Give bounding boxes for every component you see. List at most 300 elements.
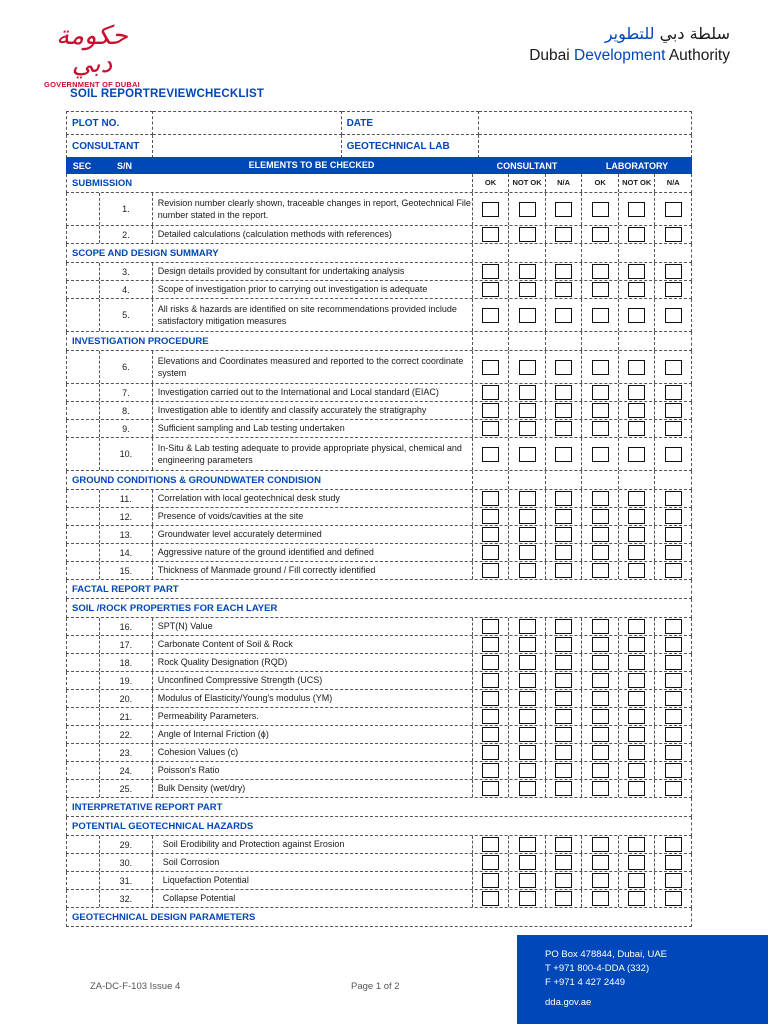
dda-arabic-part-a: سلطة دبي <box>659 24 730 43</box>
sec-cell <box>67 672 99 689</box>
lab-ok-checkbox[interactable] <box>592 308 609 323</box>
consultant-ok-checkbox[interactable] <box>482 891 499 906</box>
lab-na-cell <box>654 672 691 689</box>
consultant-na-checkbox[interactable] <box>555 491 572 506</box>
consultant-ok-checkbox[interactable] <box>482 563 499 578</box>
lab-not-ok-checkbox[interactable] <box>628 745 645 760</box>
consultant-not-ok-checkbox[interactable] <box>519 855 536 870</box>
lab-not-ok-checkbox[interactable] <box>628 360 645 375</box>
consultant-na-checkbox[interactable] <box>555 691 572 706</box>
sec-cell <box>67 636 99 653</box>
lab-na-cell <box>654 562 691 579</box>
consultant-not-ok-checkbox[interactable] <box>519 491 536 506</box>
consultant-not-ok-checkbox[interactable] <box>519 745 536 760</box>
lab-not-ok-checkbox[interactable] <box>628 891 645 906</box>
lab-na-checkbox[interactable] <box>665 360 682 375</box>
item-number: 25. <box>99 780 152 797</box>
lab-na-checkbox[interactable] <box>665 619 682 634</box>
lab-not-ok-cell <box>618 854 655 871</box>
consultant-not-ok-checkbox[interactable] <box>519 447 536 462</box>
consultant-not-ok-checkbox[interactable] <box>519 385 536 400</box>
consultant-ok-checkbox[interactable] <box>482 855 499 870</box>
item-number: 24. <box>99 762 152 779</box>
lab-not-ok-checkbox[interactable] <box>628 727 645 742</box>
empty-cell <box>472 244 509 262</box>
lab-ok-checkbox[interactable] <box>592 360 609 375</box>
checklist-item-row <box>66 836 692 854</box>
lab-not-ok-cell <box>618 636 655 653</box>
item-description: Angle of Internal Friction (ϕ) <box>152 726 472 743</box>
lab-not-ok-checkbox[interactable] <box>628 264 645 279</box>
lab-ok-checkbox[interactable] <box>592 491 609 506</box>
lab-ok-checkbox[interactable] <box>592 837 609 852</box>
empty-cell <box>654 332 691 350</box>
consultant-ok-checkbox[interactable] <box>482 745 499 760</box>
lab-na-checkbox[interactable] <box>665 691 682 706</box>
consultant-na-checkbox[interactable] <box>555 527 572 542</box>
consultant-ok-cell <box>472 420 509 437</box>
checklist-item-row <box>66 854 692 872</box>
consultant-na-checkbox[interactable] <box>555 447 572 462</box>
consultant-not-ok-checkbox[interactable] <box>519 202 536 217</box>
consultant-ok-checkbox[interactable] <box>482 837 499 852</box>
consultant-ok-checkbox[interactable] <box>482 673 499 688</box>
lab-not-ok-cell <box>618 263 655 280</box>
lab-not-ok-cell <box>618 872 655 889</box>
section-row <box>66 471 692 490</box>
lab-na-checkbox[interactable] <box>665 673 682 688</box>
lab-ok-checkbox[interactable] <box>592 619 609 634</box>
consultant-not-ok-checkbox[interactable] <box>519 509 536 524</box>
empty-cell <box>472 332 509 350</box>
consultant-not-ok-checkbox[interactable] <box>519 763 536 778</box>
lab-not-ok-cell <box>618 744 655 761</box>
item-number: 29. <box>99 836 152 853</box>
lab-na-checkbox[interactable] <box>665 855 682 870</box>
lab-not-ok-checkbox[interactable] <box>628 763 645 778</box>
geotechnical-lab-label: GEOTECHNICAL LAB <box>341 135 479 158</box>
consultant-not-ok-checkbox[interactable] <box>519 403 536 418</box>
consultant-field[interactable] <box>152 135 341 158</box>
lab-na-checkbox[interactable] <box>665 527 682 542</box>
consultant-ok-checkbox[interactable] <box>482 727 499 742</box>
lab-not-ok-cell <box>618 562 655 579</box>
empty-cell <box>618 244 655 262</box>
consultant-ok-checkbox[interactable] <box>482 447 499 462</box>
lab-na-cell <box>654 690 691 707</box>
item-description: Unconfined Compressive Strength (UCS) <box>152 672 472 689</box>
lab-not-ok-checkbox[interactable] <box>628 527 645 542</box>
info-table <box>66 111 692 158</box>
lab-ok-checkbox[interactable] <box>592 763 609 778</box>
lab-na-cell <box>654 726 691 743</box>
empty-cell <box>472 471 509 489</box>
lab-not-ok-checkbox[interactable] <box>628 282 645 297</box>
lab-not-ok-checkbox[interactable] <box>628 227 645 242</box>
dda-logo <box>490 24 730 65</box>
consultant-na-checkbox[interactable] <box>555 403 572 418</box>
consultant-ok-cell <box>472 890 509 907</box>
consultant-na-cell <box>545 544 582 561</box>
consultant-na-checkbox[interactable] <box>555 282 572 297</box>
lab-not-ok-checkbox[interactable] <box>628 673 645 688</box>
item-number: 6. <box>99 351 152 383</box>
consultant-na-checkbox[interactable] <box>555 563 572 578</box>
lab-ok-cell <box>581 226 618 243</box>
item-description: Soil Erodibility and Protection against Erosion <box>152 836 472 853</box>
consultant-not-ok-checkbox[interactable] <box>519 727 536 742</box>
consultant-na-checkbox[interactable] <box>555 227 572 242</box>
lab-not-ok-checkbox[interactable] <box>628 691 645 706</box>
lab-not-ok-checkbox[interactable] <box>628 202 645 217</box>
lab-ok-checkbox[interactable] <box>592 403 609 418</box>
lab-not-ok-checkbox[interactable] <box>628 709 645 724</box>
lab-na-cell <box>654 762 691 779</box>
consultant-not-ok-cell <box>508 508 545 525</box>
lab-na-checkbox[interactable] <box>665 727 682 742</box>
sec-cell <box>67 836 99 853</box>
sn-column-header: S/N <box>116 160 132 171</box>
consultant-not-ok-checkbox[interactable] <box>519 619 536 634</box>
section-title: GEOTECHNICAL DESIGN PARAMETERS <box>72 911 256 923</box>
consultant-na-checkbox[interactable] <box>555 745 572 760</box>
consultant-na-checkbox[interactable] <box>555 709 572 724</box>
na-subheader: N/A <box>545 174 582 192</box>
lab-not-ok-cell <box>618 384 655 401</box>
consultant-ok-checkbox[interactable] <box>482 202 499 217</box>
lab-na-checkbox[interactable] <box>665 891 682 906</box>
consultant-na-checkbox[interactable] <box>555 873 572 888</box>
consultant-not-ok-checkbox[interactable] <box>519 837 536 852</box>
lab-na-checkbox[interactable] <box>665 385 682 400</box>
lab-na-checkbox[interactable] <box>665 655 682 670</box>
lab-ok-cell <box>581 836 618 853</box>
lab-not-ok-checkbox[interactable] <box>628 637 645 652</box>
lab-ok-cell <box>581 780 618 797</box>
item-number: 1. <box>99 193 152 225</box>
lab-ok-checkbox[interactable] <box>592 545 609 560</box>
lab-ok-checkbox[interactable] <box>592 873 609 888</box>
consultant-na-cell <box>545 351 582 383</box>
consultant-not-ok-checkbox[interactable] <box>519 264 536 279</box>
item-number: 17. <box>99 636 152 653</box>
consultant-ok-checkbox[interactable] <box>482 385 499 400</box>
checklist-item-row <box>66 726 692 744</box>
lab-ok-checkbox[interactable] <box>592 202 609 217</box>
ok-subheader: OK <box>472 174 509 192</box>
lab-ok-checkbox[interactable] <box>592 673 609 688</box>
lab-not-ok-checkbox[interactable] <box>628 447 645 462</box>
empty-cell <box>654 471 691 489</box>
consultant-na-cell <box>545 562 582 579</box>
lab-ok-checkbox[interactable] <box>592 447 609 462</box>
item-number: 10. <box>99 438 152 470</box>
consultant-na-checkbox[interactable] <box>555 673 572 688</box>
checklist-item-row <box>66 526 692 544</box>
plot-no-field[interactable] <box>152 112 341 135</box>
consultant-na-checkbox[interactable] <box>555 202 572 217</box>
website-link[interactable]: dda.gov.ae <box>545 997 592 1008</box>
consultant-na-checkbox[interactable] <box>555 727 572 742</box>
consultant-na-checkbox[interactable] <box>555 509 572 524</box>
consultant-ok-checkbox[interactable] <box>482 545 499 560</box>
lab-na-checkbox[interactable] <box>665 491 682 506</box>
consultant-not-ok-checkbox[interactable] <box>519 563 536 578</box>
item-number: 5. <box>99 299 152 331</box>
consultant-na-checkbox[interactable] <box>555 855 572 870</box>
consultant-not-ok-checkbox[interactable] <box>519 545 536 560</box>
consultant-na-checkbox[interactable] <box>555 264 572 279</box>
consultant-group-header: CONSULTANT <box>496 160 558 171</box>
lab-not-ok-cell <box>618 490 655 507</box>
checklist-item-row <box>66 872 692 890</box>
empty-cell <box>581 471 618 489</box>
consultant-not-ok-checkbox[interactable] <box>519 308 536 323</box>
item-number: 4. <box>99 281 152 298</box>
checklist-table <box>66 157 692 927</box>
lab-ok-cell <box>581 762 618 779</box>
item-number: 20. <box>99 690 152 707</box>
checklist-item-row <box>66 654 692 672</box>
lab-na-checkbox[interactable] <box>665 637 682 652</box>
consultant-na-cell <box>545 420 582 437</box>
consultant-not-ok-checkbox[interactable] <box>519 691 536 706</box>
item-number: 14. <box>99 544 152 561</box>
lab-ok-checkbox[interactable] <box>592 563 609 578</box>
consultant-ok-checkbox[interactable] <box>482 637 499 652</box>
consultant-na-cell <box>545 526 582 543</box>
consultant-not-ok-checkbox[interactable] <box>519 282 536 297</box>
lab-na-checkbox[interactable] <box>665 545 682 560</box>
lab-na-checkbox[interactable] <box>665 745 682 760</box>
lab-ok-checkbox[interactable] <box>592 264 609 279</box>
gov-logo-text: GOVERNMENT OF DUBAI <box>44 80 140 89</box>
consultant-na-checkbox[interactable] <box>555 545 572 560</box>
sec-cell <box>67 744 99 761</box>
consultant-not-ok-cell <box>508 193 545 225</box>
item-description: Presence of voids/cavities at the site <box>152 508 472 525</box>
consultant-not-ok-cell <box>508 299 545 331</box>
lab-ok-checkbox[interactable] <box>592 855 609 870</box>
consultant-ok-checkbox[interactable] <box>482 763 499 778</box>
lab-na-cell <box>654 438 691 470</box>
consultant-na-cell <box>545 438 582 470</box>
lab-not-ok-checkbox[interactable] <box>628 403 645 418</box>
lab-ok-checkbox[interactable] <box>592 385 609 400</box>
consultant-ok-checkbox[interactable] <box>482 264 499 279</box>
lab-na-checkbox[interactable] <box>665 447 682 462</box>
consultant-not-ok-cell <box>508 708 545 725</box>
consultant-not-ok-checkbox[interactable] <box>519 709 536 724</box>
lab-ok-cell <box>581 263 618 280</box>
na-subheader: N/A <box>654 174 691 192</box>
lab-not-ok-checkbox[interactable] <box>628 509 645 524</box>
section-row <box>66 798 692 817</box>
consultant-ok-checkbox[interactable] <box>482 403 499 418</box>
consultant-not-ok-checkbox[interactable] <box>519 227 536 242</box>
lab-na-cell <box>654 854 691 871</box>
section-title: INVESTIGATION PROCEDURE <box>72 335 209 347</box>
lab-na-checkbox[interactable] <box>665 509 682 524</box>
consultant-not-ok-checkbox[interactable] <box>519 655 536 670</box>
lab-ok-cell <box>581 299 618 331</box>
item-description: Investigation able to identify and classify accurately the stratigraphy <box>152 402 472 419</box>
item-description: Investigation carried out to the International and Local standard (EIAC) <box>152 384 472 401</box>
lab-na-cell <box>654 890 691 907</box>
lab-ok-checkbox[interactable] <box>592 781 609 796</box>
lab-ok-checkbox[interactable] <box>592 509 609 524</box>
consultant-not-ok-cell <box>508 654 545 671</box>
consultant-not-ok-checkbox[interactable] <box>519 873 536 888</box>
sec-cell <box>67 726 99 743</box>
lab-ok-checkbox[interactable] <box>592 282 609 297</box>
consultant-na-checkbox[interactable] <box>555 619 572 634</box>
checklist-item-row <box>66 226 692 244</box>
consultant-ok-checkbox[interactable] <box>482 509 499 524</box>
empty-cell <box>581 332 618 350</box>
lab-na-checkbox[interactable] <box>665 282 682 297</box>
item-description: Permeability Parameters. <box>152 708 472 725</box>
consultant-ok-checkbox[interactable] <box>482 655 499 670</box>
lab-na-checkbox[interactable] <box>665 421 682 436</box>
lab-na-checkbox[interactable] <box>665 873 682 888</box>
consultant-not-ok-checkbox[interactable] <box>519 360 536 375</box>
item-description: Aggressive nature of the ground identified and defined <box>152 544 472 561</box>
consultant-na-cell <box>545 672 582 689</box>
lab-not-ok-checkbox[interactable] <box>628 491 645 506</box>
consultant-na-checkbox[interactable] <box>555 421 572 436</box>
consultant-ok-checkbox[interactable] <box>482 619 499 634</box>
lab-not-ok-checkbox[interactable] <box>628 545 645 560</box>
consultant-not-ok-checkbox[interactable] <box>519 637 536 652</box>
consultant-not-ok-checkbox[interactable] <box>519 781 536 796</box>
lab-ok-checkbox[interactable] <box>592 227 609 242</box>
lab-na-cell <box>654 193 691 225</box>
lab-not-ok-checkbox[interactable] <box>628 563 645 578</box>
lab-ok-checkbox[interactable] <box>592 637 609 652</box>
lab-ok-cell <box>581 526 618 543</box>
lab-na-checkbox[interactable] <box>665 563 682 578</box>
consultant-na-checkbox[interactable] <box>555 837 572 852</box>
item-number: 11. <box>99 490 152 507</box>
consultant-na-checkbox[interactable] <box>555 308 572 323</box>
lab-not-ok-checkbox[interactable] <box>628 421 645 436</box>
sec-cell <box>67 263 99 280</box>
consultant-ok-checkbox[interactable] <box>482 308 499 323</box>
consultant-na-checkbox[interactable] <box>555 385 572 400</box>
lab-ok-checkbox[interactable] <box>592 709 609 724</box>
consultant-ok-cell <box>472 299 509 331</box>
lab-not-ok-checkbox[interactable] <box>628 855 645 870</box>
item-number: 32. <box>99 890 152 907</box>
consultant-ok-cell <box>472 690 509 707</box>
consultant-not-ok-cell <box>508 544 545 561</box>
consultant-ok-checkbox[interactable] <box>482 709 499 724</box>
lab-na-checkbox[interactable] <box>665 403 682 418</box>
consultant-na-checkbox[interactable] <box>555 891 572 906</box>
sec-cell <box>67 708 99 725</box>
lab-ok-cell <box>581 384 618 401</box>
lab-ok-checkbox[interactable] <box>592 691 609 706</box>
consultant-na-checkbox[interactable] <box>555 637 572 652</box>
section-row <box>66 599 692 618</box>
lab-not-ok-checkbox[interactable] <box>628 781 645 796</box>
lab-na-checkbox[interactable] <box>665 202 682 217</box>
date-field[interactable] <box>479 112 692 135</box>
consultant-ok-checkbox[interactable] <box>482 360 499 375</box>
lab-na-cell <box>654 508 691 525</box>
consultant-not-ok-checkbox[interactable] <box>519 421 536 436</box>
checklist-item-row <box>66 508 692 526</box>
consultant-ok-checkbox[interactable] <box>482 691 499 706</box>
consultant-na-cell <box>545 744 582 761</box>
lab-not-ok-checkbox[interactable] <box>628 619 645 634</box>
item-number: 7. <box>99 384 152 401</box>
consultant-ok-cell <box>472 193 509 225</box>
lab-na-checkbox[interactable] <box>665 264 682 279</box>
consultant-na-checkbox[interactable] <box>555 360 572 375</box>
lab-na-checkbox[interactable] <box>665 781 682 796</box>
lab-not-ok-checkbox[interactable] <box>628 873 645 888</box>
consultant-not-ok-checkbox[interactable] <box>519 527 536 542</box>
lab-ok-checkbox[interactable] <box>592 527 609 542</box>
lab-ok-checkbox[interactable] <box>592 891 609 906</box>
consultant-not-ok-cell <box>508 636 545 653</box>
consultant-ok-checkbox[interactable] <box>482 227 499 242</box>
lab-na-checkbox[interactable] <box>665 763 682 778</box>
consultant-na-cell <box>545 490 582 507</box>
consultant-ok-checkbox[interactable] <box>482 873 499 888</box>
checklist-item-row <box>66 490 692 508</box>
lab-ok-checkbox[interactable] <box>592 727 609 742</box>
item-description: Soil Corrosion <box>152 854 472 871</box>
consultant-ok-checkbox[interactable] <box>482 282 499 297</box>
lab-not-ok-checkbox[interactable] <box>628 837 645 852</box>
consultant-not-ok-checkbox[interactable] <box>519 891 536 906</box>
lab-na-checkbox[interactable] <box>665 837 682 852</box>
gov-logo-arabic: حكومة دبي <box>56 21 128 79</box>
consultant-ok-checkbox[interactable] <box>482 527 499 542</box>
lab-na-checkbox[interactable] <box>665 308 682 323</box>
lab-ok-checkbox[interactable] <box>592 655 609 670</box>
consultant-ok-cell <box>472 654 509 671</box>
consultant-ok-checkbox[interactable] <box>482 491 499 506</box>
consultant-ok-checkbox[interactable] <box>482 781 499 796</box>
item-number: 30. <box>99 854 152 871</box>
lab-not-ok-checkbox[interactable] <box>628 385 645 400</box>
consultant-not-ok-checkbox[interactable] <box>519 673 536 688</box>
checklist-item-row <box>66 544 692 562</box>
lab-ok-cell <box>581 636 618 653</box>
lab-ok-checkbox[interactable] <box>592 421 609 436</box>
lab-ok-checkbox[interactable] <box>592 745 609 760</box>
lab-not-ok-checkbox[interactable] <box>628 655 645 670</box>
item-number: 2. <box>99 226 152 243</box>
lab-ok-cell <box>581 872 618 889</box>
lab-not-ok-checkbox[interactable] <box>628 308 645 323</box>
lab-na-checkbox[interactable] <box>665 227 682 242</box>
geotechnical-lab-field[interactable] <box>479 135 692 158</box>
consultant-na-checkbox[interactable] <box>555 655 572 670</box>
consultant-not-ok-cell <box>508 351 545 383</box>
consultant-ok-cell <box>472 618 509 635</box>
consultant-na-checkbox[interactable] <box>555 763 572 778</box>
lab-na-checkbox[interactable] <box>665 709 682 724</box>
consultant-ok-checkbox[interactable] <box>482 421 499 436</box>
consultant-na-checkbox[interactable] <box>555 781 572 796</box>
checklist-item-row <box>66 263 692 281</box>
item-description: In-Situ & Lab testing adequate to provide appropriate physical, chemical and engineering parameters <box>152 438 472 470</box>
